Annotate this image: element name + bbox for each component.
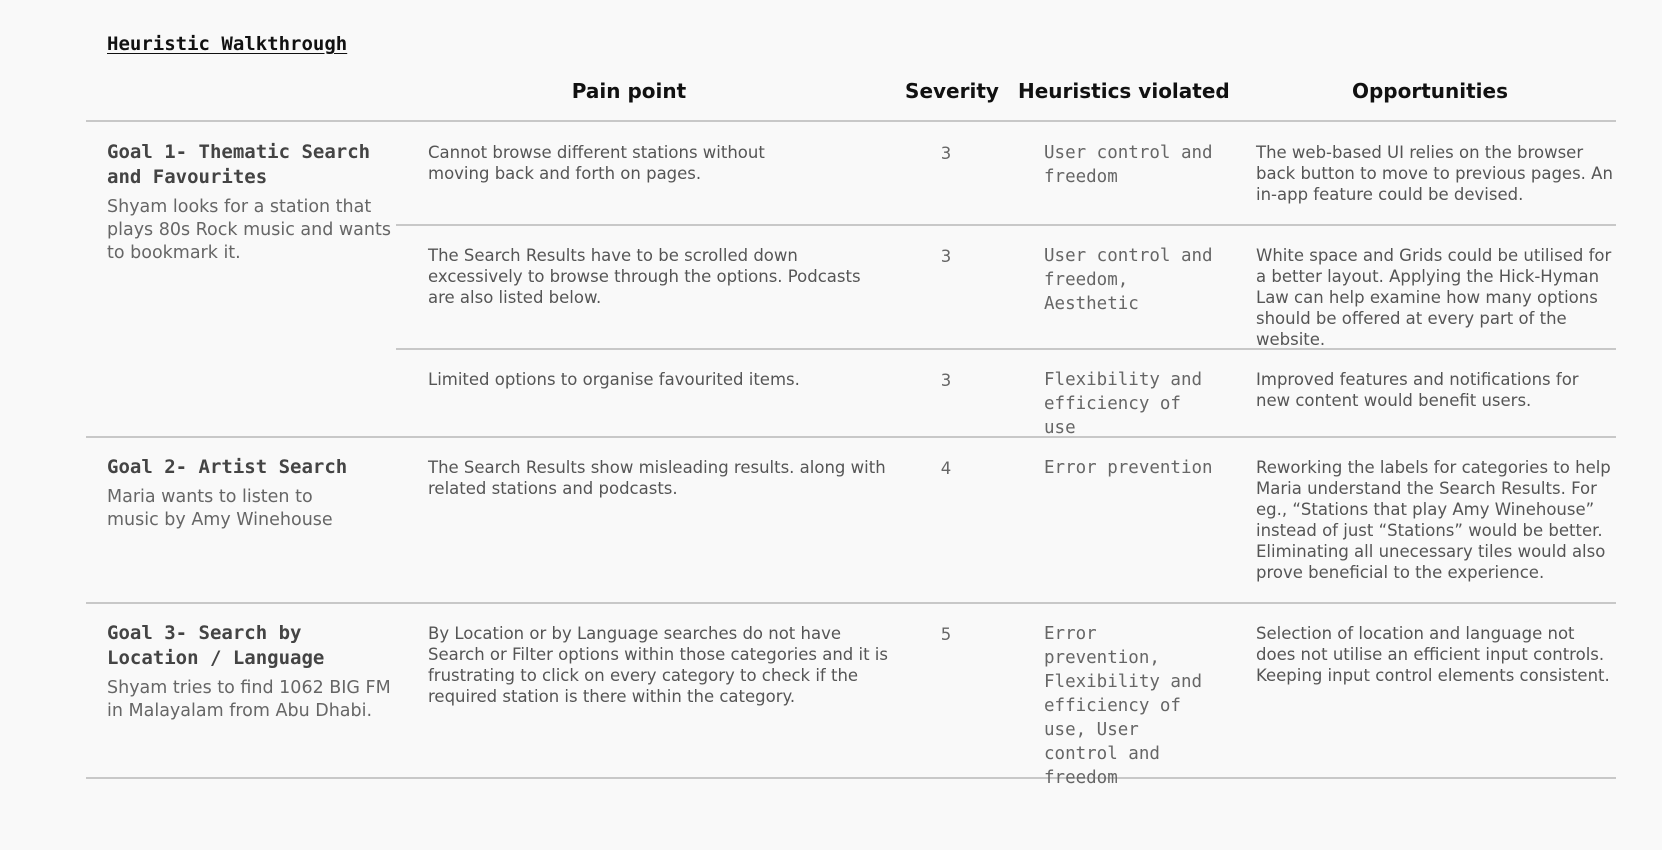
goal-2-row-1-opportunity: Reworking the labels for categories to help Maria understand the Search Results. For eg., “Stations that play Amy Winehouse” instead of just “Stations” would be better. Eliminating all unecessary tiles would also prove beneficial to the experience. [1256, 458, 1611, 582]
goal-1-row-1-heuristics: User control and freedom [1044, 143, 1213, 187]
goal-2-title: Goal 2- Artist Search [107, 456, 348, 478]
goal-3-title: Goal 3- Search by Location / Language [107, 622, 325, 669]
goal-3-row-1-opportunity: Selection of location and language not does not utilise an efficient input controls. Keeping input control elements consistent. [1256, 624, 1610, 685]
goal-divider [86, 436, 1616, 438]
goal-1-row-3-severity: 3 [940, 371, 952, 390]
goal-3-description: Shyam tries to find 1062 BIG FM in Malayalam from Abu Dhabi. [107, 678, 391, 721]
goal-2-row-1-severity: 4 [940, 459, 952, 478]
header-pain-point: Pain point [571, 79, 687, 103]
goal-1-row-1-severity: 3 [940, 144, 952, 163]
goal-2-description: Maria wants to listen to music by Amy Winehouse [107, 487, 333, 530]
header-severity: Severity [905, 79, 999, 103]
goal-1-row-2-opportunity: White space and Grids could be utilised for a better layout. Applying the Hick-Hyman Law can help examine how many options should be offered at every part of the website. [1256, 246, 1612, 349]
header-divider [86, 120, 1616, 122]
goal-1-description: Shyam looks for a station that plays 80s Rock music and wants to bookmark it. [107, 197, 391, 263]
goal-1-row-2-heuristics: User control and freedom, Aesthetic [1044, 246, 1213, 314]
page-title: Heuristic Walkthrough [107, 33, 348, 55]
row-divider [396, 224, 1616, 226]
goal-1-row-3-heuristics: Flexibility and efficiency of use [1044, 370, 1203, 438]
header-heuristics-violated: Heuristics violated [1018, 79, 1230, 103]
goal-3-row-1-heuristics: Error prevention, Flexibility and efficiency of use, User control and freedom [1044, 624, 1203, 788]
goal-1-row-3-pain-point: Limited options to organise favourited items. [428, 370, 800, 389]
goal-2-row-1-pain-point: The Search Results show misleading results. along with related stations and podcasts. [428, 458, 886, 498]
goal-1-row-1-opportunity: The web-based UI relies on the browser back button to move to previous pages. An in-app feature could be devised. [1256, 143, 1613, 204]
table-bottom-border [86, 777, 1616, 779]
goal-2-row-1-heuristics: Error prevention [1044, 458, 1213, 478]
goal-divider [86, 602, 1616, 604]
goal-1-title: Goal 1- Thematic Search and Favourites [107, 141, 371, 188]
goal-1-row-2-pain-point: The Search Results have to be scrolled down excessively to browse through the options. Podcasts are also listed below. [428, 246, 861, 307]
header-opportunities: Opportunities [1351, 79, 1508, 103]
goal-3-row-1-pain-point: By Location or by Language searches do not have Search or Filter options within those categories and it is frustrating to click on every category to check if the required station is there within the category. [428, 624, 888, 706]
goal-1-row-1-pain-point: Cannot browse different stations without moving back and forth on pages. [428, 143, 765, 183]
goal-3-row-1-severity: 5 [940, 625, 952, 644]
goal-1-row-2-severity: 3 [940, 247, 952, 266]
goal-1-row-3-opportunity: Improved features and notifications for new content would benefit users. [1256, 370, 1579, 410]
